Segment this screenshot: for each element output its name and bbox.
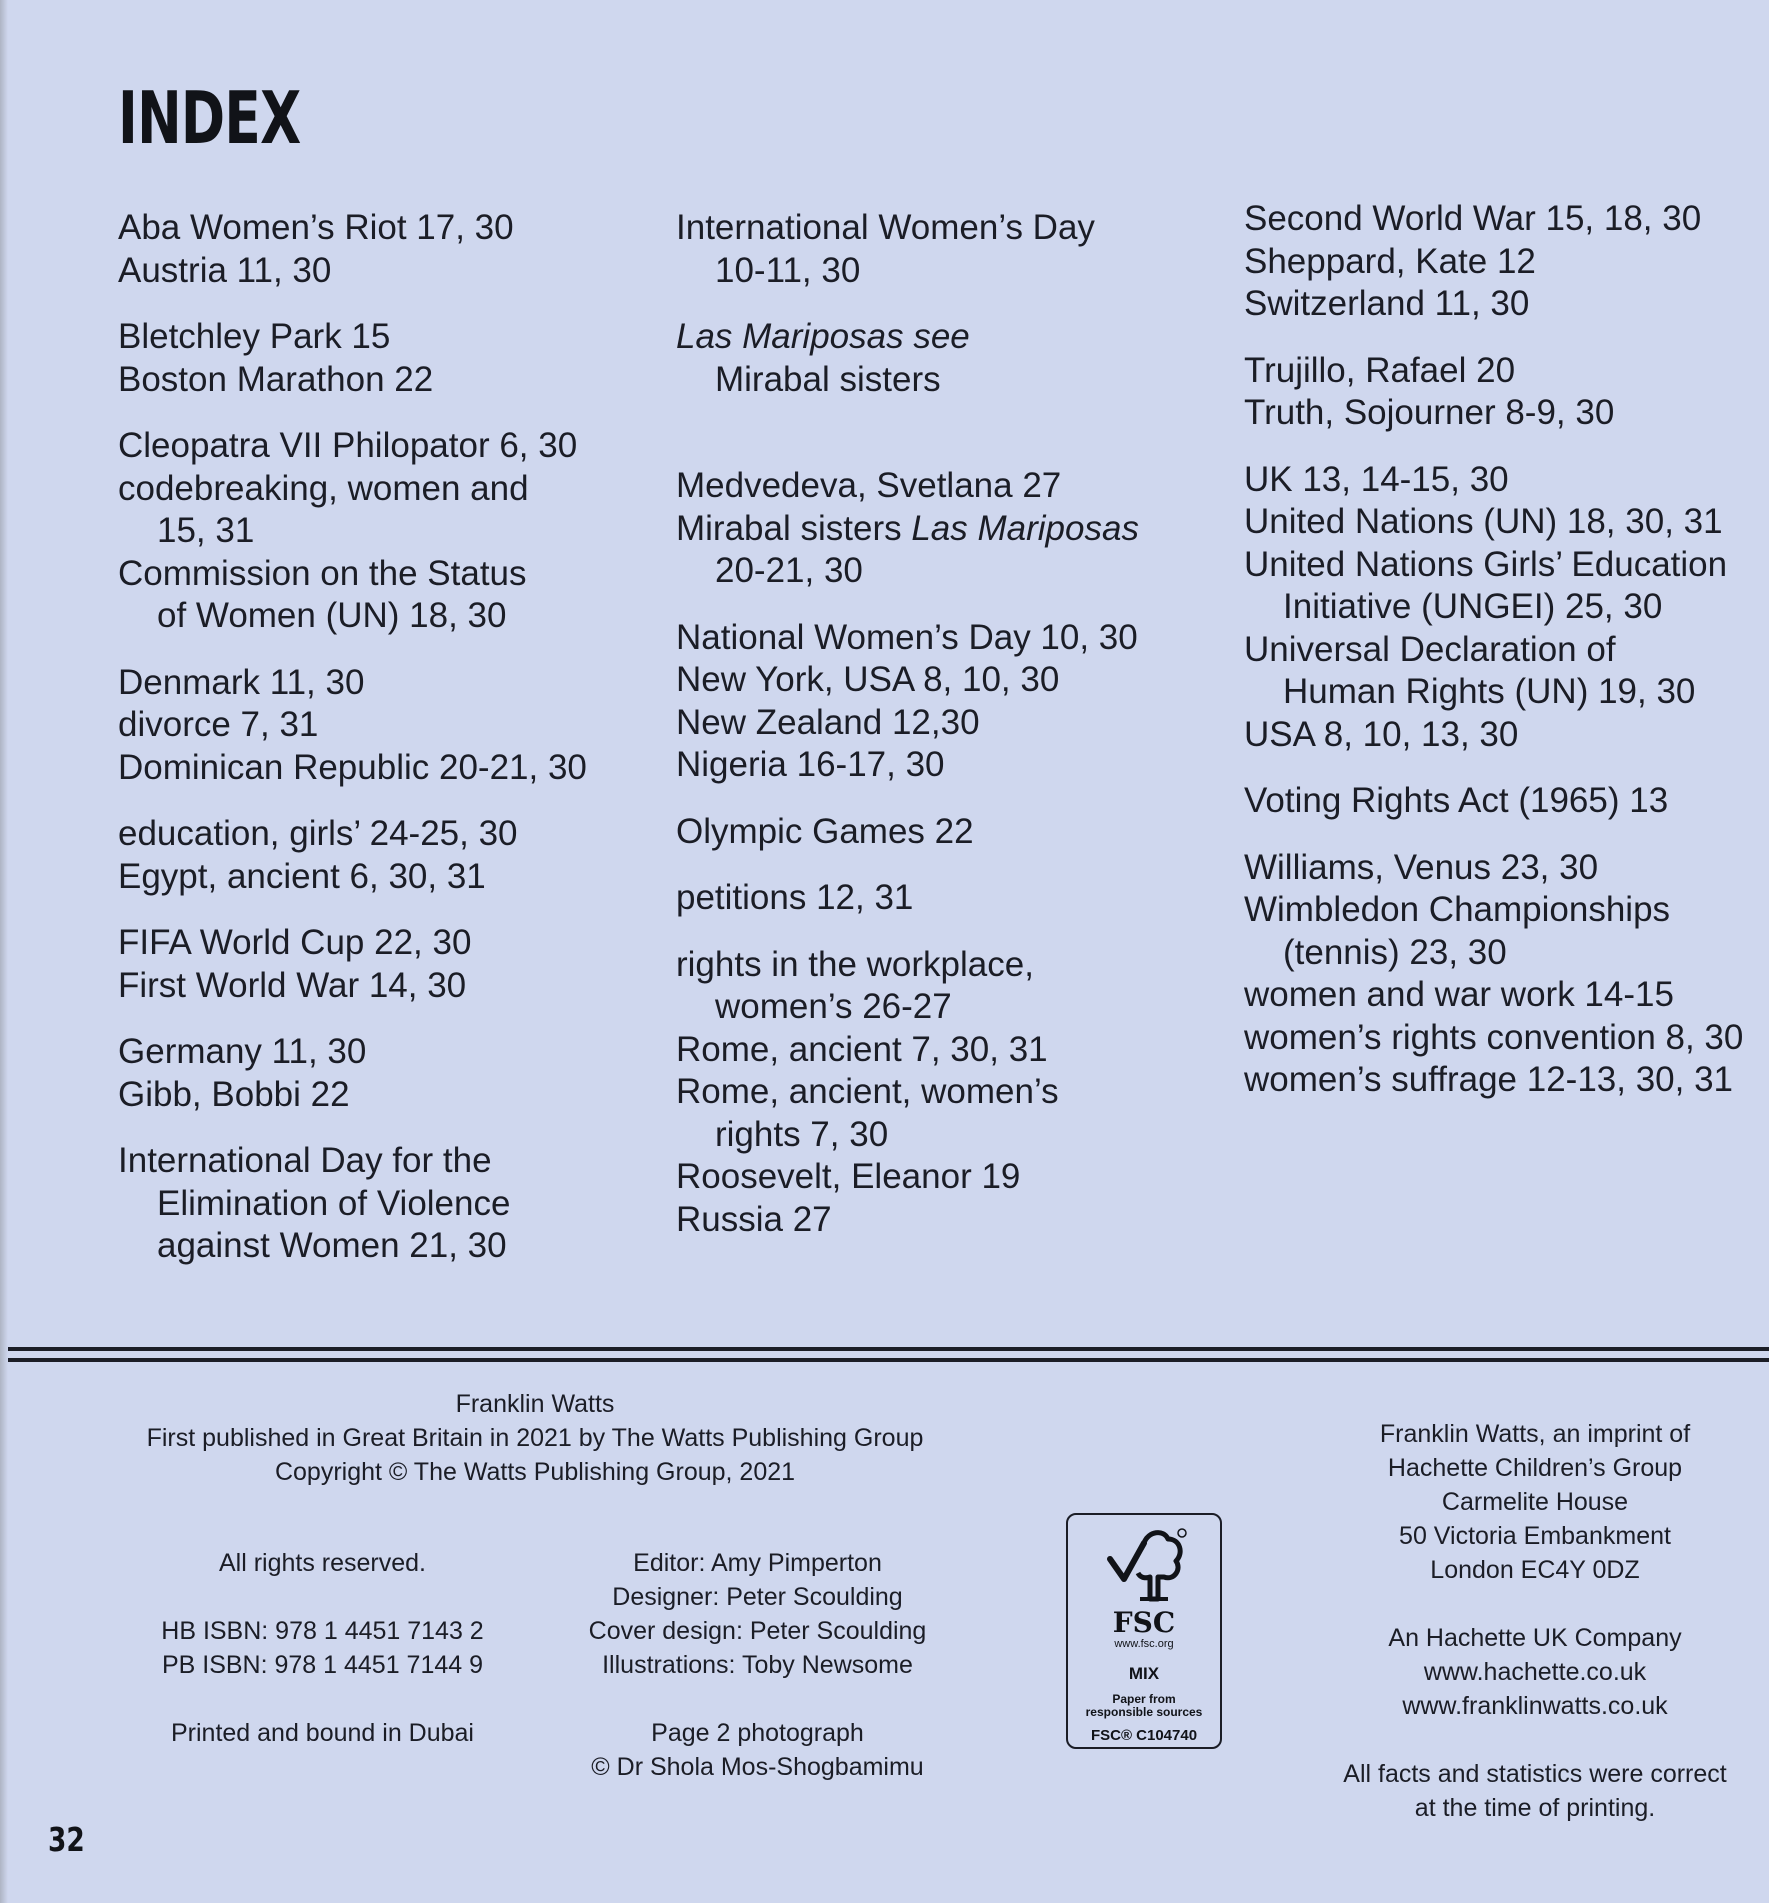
index-group-s: [1244, 198, 1764, 326]
index-entry: United Nations Girls’ Education: [1244, 544, 1728, 584]
index-entry: Olympic Games 22: [676, 811, 974, 851]
index-entry: New York, USA 8, 10, 30: [676, 660, 1060, 699]
fsc-name: FSC: [1112, 1606, 1176, 1639]
index-entry-continuation: against Women 21, 30: [157, 1226, 507, 1265]
index-entry: [676, 316, 1236, 359]
photo-credit-line: Page 2 photograph: [651, 1719, 864, 1747]
credits-block: [560, 1546, 955, 1784]
index-entry-continuation: (tennis) 23, 30: [1283, 932, 1507, 972]
spacer: [130, 1580, 515, 1614]
index-column-2: [676, 207, 1236, 1265]
index-entry: UK 13, 14-15, 30: [1244, 459, 1509, 499]
rights-isbn-block: [130, 1546, 515, 1750]
index-group-m: [676, 465, 1236, 593]
fsc-tree-checkmark-icon: [1094, 1525, 1194, 1607]
company-line: An Hachette UK Company: [1388, 1624, 1682, 1652]
index-group-i: [118, 1140, 658, 1268]
index-entry-italic: Las Mariposas: [911, 508, 1139, 548]
hb-isbn: HB ISBN: 978 1 4451 7143 2: [161, 1617, 484, 1645]
index-entry: Germany 11, 30: [118, 1032, 367, 1071]
index-entry: USA 8, 10, 13, 30: [1244, 714, 1519, 754]
index-entry: women’s suffrage 12-13, 30, 31: [1244, 1060, 1734, 1099]
index-entry: Austria 11, 30: [118, 250, 332, 290]
address-line: Carmelite House: [1441, 1488, 1629, 1516]
index-group-e: [118, 813, 658, 898]
index-entry: Rome, ancient 7, 30, 31: [676, 1029, 1048, 1069]
index-entry: Switzerland 11, 30: [1244, 284, 1530, 323]
index-entry: women and war work 14-15: [1244, 975, 1674, 1014]
index-group-v: [1244, 780, 1764, 823]
spacer: [560, 1682, 955, 1716]
index-entry: Cleopatra VII Philopator 6, 30: [118, 426, 578, 465]
spacer: [1305, 1723, 1765, 1757]
index-title: INDEX: [118, 76, 301, 160]
index-entry: FIFA World Cup 22, 30: [118, 923, 472, 962]
index-entry-continuation: women’s 26-27: [715, 987, 952, 1026]
index-entry-continuation: rights 7, 30: [715, 1114, 889, 1154]
index-entry: Second World War 15, 18, 30: [1244, 199, 1702, 238]
index-entry-continuation: 10-11, 30: [715, 250, 861, 290]
index-group-c: [118, 425, 658, 638]
index-entry: Dominican Republic 20-21, 30: [118, 747, 587, 787]
rights-reserved: All rights reserved.: [218, 1549, 427, 1577]
index-entry: Aba Women’s Riot 17, 30: [118, 208, 514, 247]
index-group-t: [1244, 350, 1764, 435]
index-entry: divorce 7, 31: [118, 705, 319, 744]
index-entry: Medvedeva, Svetlana 27: [676, 466, 1062, 505]
address-line: London EC4Y 0DZ: [1430, 1556, 1640, 1584]
index-group-u: [1244, 459, 1764, 757]
hachette-url: www.hachette.co.uk: [1423, 1658, 1647, 1686]
spacer: [130, 1682, 515, 1716]
index-group-r: [676, 944, 1236, 1242]
index-entry-continuation: of Women (UN) 18, 30: [157, 596, 507, 635]
index-entry: Bletchley Park 15: [118, 317, 391, 356]
address-line: Hachette Children’s Group: [1387, 1454, 1683, 1482]
printed-bound: Printed and bound in Dubai: [170, 1719, 474, 1747]
index-entry: education, girls’ 24-25, 30: [118, 814, 518, 853]
index-group-g: [118, 1031, 658, 1116]
spacer: [1305, 1587, 1765, 1621]
fsc-mix-label: MIX: [1128, 1664, 1160, 1683]
first-published-line: First published in Great Britain in 2021 by The Watts Publishing Group: [146, 1424, 924, 1452]
index-group-b: [118, 316, 658, 401]
divider-rule-top: [8, 1347, 1769, 1351]
index-entry: Voting Rights Act (1965) 13: [1244, 781, 1669, 820]
fsc-url: www.fsc.org: [1114, 1638, 1174, 1650]
fsc-paper-line-1: Paper from: [1112, 1692, 1176, 1706]
index-entry-continuation: 20-21, 30: [715, 551, 863, 590]
index-entry: New Zealand 12,30: [676, 702, 980, 742]
address-line: Franklin Watts, an imprint of: [1379, 1420, 1691, 1448]
index-entry-italic: Las Mariposas see: [676, 317, 970, 356]
address-line: 50 Victoria Embankment: [1399, 1522, 1671, 1550]
facts-statement-line-2: at the time of printing.: [1414, 1794, 1656, 1822]
copyright-line: Copyright © The Watts Publishing Group, 2021: [274, 1458, 796, 1486]
facts-statement-line-1: All facts and statistics were correct: [1343, 1760, 1727, 1788]
index-entry: International Day for the: [118, 1141, 492, 1180]
index-group-o: [676, 811, 1236, 854]
index-group-p: [676, 877, 1236, 920]
publisher-name: Franklin Watts: [455, 1390, 615, 1418]
index-entry: United Nations (UN) 18, 30, 31: [1244, 502, 1723, 541]
index-group-l: [676, 316, 1236, 401]
franklinwatts-url: www.franklinwatts.co.uk: [1402, 1692, 1668, 1720]
illustrations-credit: Illustrations: Toby Newsome: [602, 1651, 913, 1679]
publisher-address-block: [1305, 1417, 1765, 1825]
index-entry: Commission on the Status: [118, 553, 527, 593]
cover-design-credit: Cover design: Peter Scoulding: [588, 1617, 927, 1645]
index-entry: Sheppard, Kate 12: [1244, 241, 1536, 281]
index-entry-continuation: 15, 31: [157, 511, 255, 550]
index-group-f: [118, 922, 658, 1007]
index-entry: Boston Marathon 22: [118, 359, 434, 399]
index-entry: Williams, Venus 23, 30: [1244, 847, 1599, 887]
index-entry-continuation: Elimination of Violence: [157, 1183, 511, 1223]
index-entry: petitions 12, 31: [676, 878, 914, 917]
index-entry: National Women’s Day 10, 30: [676, 617, 1138, 657]
publication-info: [100, 1387, 970, 1489]
index-entry-continuation: Initiative (UNGEI) 25, 30: [1283, 587, 1663, 626]
pb-isbn: PB ISBN: 978 1 4451 7144 9: [161, 1651, 484, 1679]
index-entry-text: Mirabal sisters: [676, 508, 902, 548]
index-group-w: [1244, 847, 1764, 1102]
index-entry: Universal Declaration of: [1244, 629, 1616, 669]
index-entry: Denmark 11, 30: [118, 662, 365, 702]
divider-rule-bottom: [8, 1358, 1769, 1362]
designer-credit: Designer: Peter Scoulding: [612, 1583, 903, 1611]
index-entry: Trujillo, Rafael 20: [1244, 350, 1516, 390]
index-entry: Egypt, ancient 6, 30, 31: [118, 856, 486, 896]
index-entry: Gibb, Bobbi 22: [118, 1074, 350, 1114]
index-entry: rights in the workplace,: [676, 944, 1034, 984]
fsc-paper-line-2: responsible sources: [1085, 1705, 1203, 1719]
index-entry: Wimbledon Championships: [1244, 890, 1671, 929]
index-entry: Nigeria 16-17, 30: [676, 745, 945, 784]
index-entry: First World War 14, 30: [118, 965, 467, 1005]
index-column-1: [118, 207, 658, 1292]
index-entry: [676, 508, 1236, 551]
index-column-3: [1244, 198, 1764, 1126]
index-entry: Rome, ancient, women’s: [676, 1072, 1059, 1111]
index-entry-continuation: Human Rights (UN) 19, 30: [1283, 672, 1696, 711]
group-spacer: [676, 425, 1236, 465]
fsc-code: FSC® C104740: [1090, 1727, 1198, 1744]
index-group-d: [118, 662, 658, 790]
index-entry: Russia 27: [676, 1199, 832, 1239]
page-spine-shadow: [0, 0, 8, 1903]
index-entry: codebreaking, women and: [118, 468, 529, 508]
index-entry: Truth, Sojourner 8-9, 30: [1244, 393, 1615, 432]
photo-credit-owner: © Dr Shola Mos-Shogbamimu: [591, 1753, 924, 1781]
index-group-n: [676, 617, 1236, 787]
index-entry-continuation: Mirabal sisters: [715, 359, 941, 399]
fsc-logo: [1066, 1513, 1222, 1749]
index-entry: women’s rights convention 8, 30: [1244, 1017, 1744, 1057]
page-number: 32: [48, 1820, 85, 1859]
index-group-a: [118, 207, 658, 292]
index-group-i: [676, 207, 1236, 292]
editor-credit: Editor: Amy Pimperton: [633, 1549, 882, 1577]
index-entry: International Women’s Day: [676, 208, 1095, 247]
index-entry: Roosevelt, Eleanor 19: [676, 1157, 1021, 1196]
